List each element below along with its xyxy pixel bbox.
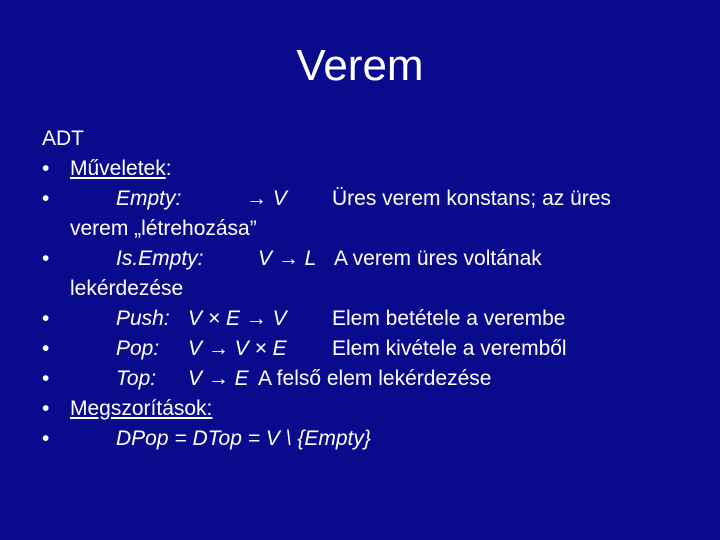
op-name: Push: — [116, 307, 170, 330]
bullet: • — [42, 157, 50, 180]
adt-line — [42, 124, 702, 154]
op-signature: V → E — [188, 367, 249, 390]
op-description: A verem üres voltának — [334, 247, 542, 270]
list-item — [42, 364, 702, 394]
bullet: • — [42, 367, 50, 390]
op-name: Is.Empty: — [116, 247, 204, 270]
op-description: Üres verem konstans; az üres — [332, 187, 611, 210]
op-description: A felső elem lekérdezése — [258, 367, 492, 390]
list-item-continuation — [42, 214, 702, 244]
op-signature: V → V × E — [188, 337, 287, 360]
list-item — [42, 304, 702, 334]
slide-title: Verem — [296, 41, 424, 90]
operations-heading: Műveletek: — [70, 157, 172, 180]
op-name: Empty: — [116, 187, 182, 210]
list-item-continuation — [42, 274, 702, 304]
adt-heading: ADT — [42, 127, 84, 150]
list-item — [42, 244, 702, 274]
op-signature: V → L — [258, 247, 317, 270]
bullet: • — [42, 247, 50, 270]
bullet: • — [42, 307, 50, 330]
bullet: • — [42, 337, 50, 360]
op-name: Pop: — [116, 337, 160, 360]
op-description: Elem kivétele a veremből — [332, 337, 567, 360]
list-item — [42, 424, 702, 454]
bullet: • — [42, 397, 50, 420]
op-name: Top: — [116, 367, 157, 390]
constraint-formula: DPop = DTop = V \ {Empty} — [116, 427, 371, 450]
op-signature: V × E → V — [188, 307, 287, 330]
constraints-heading: Megszorítások: — [70, 397, 213, 420]
slide-content — [42, 124, 702, 454]
list-item — [42, 154, 702, 184]
op-signature: → V — [246, 187, 287, 210]
list-item — [42, 394, 702, 424]
op-description-continued: verem „létrehozása” — [70, 217, 257, 240]
list-item — [42, 334, 702, 364]
op-description: Elem betétele a verembe — [332, 307, 566, 330]
list-item — [42, 184, 702, 214]
op-description-continued: lekérdezése — [70, 277, 184, 300]
bullet: • — [42, 427, 50, 450]
bullet: • — [42, 187, 50, 210]
